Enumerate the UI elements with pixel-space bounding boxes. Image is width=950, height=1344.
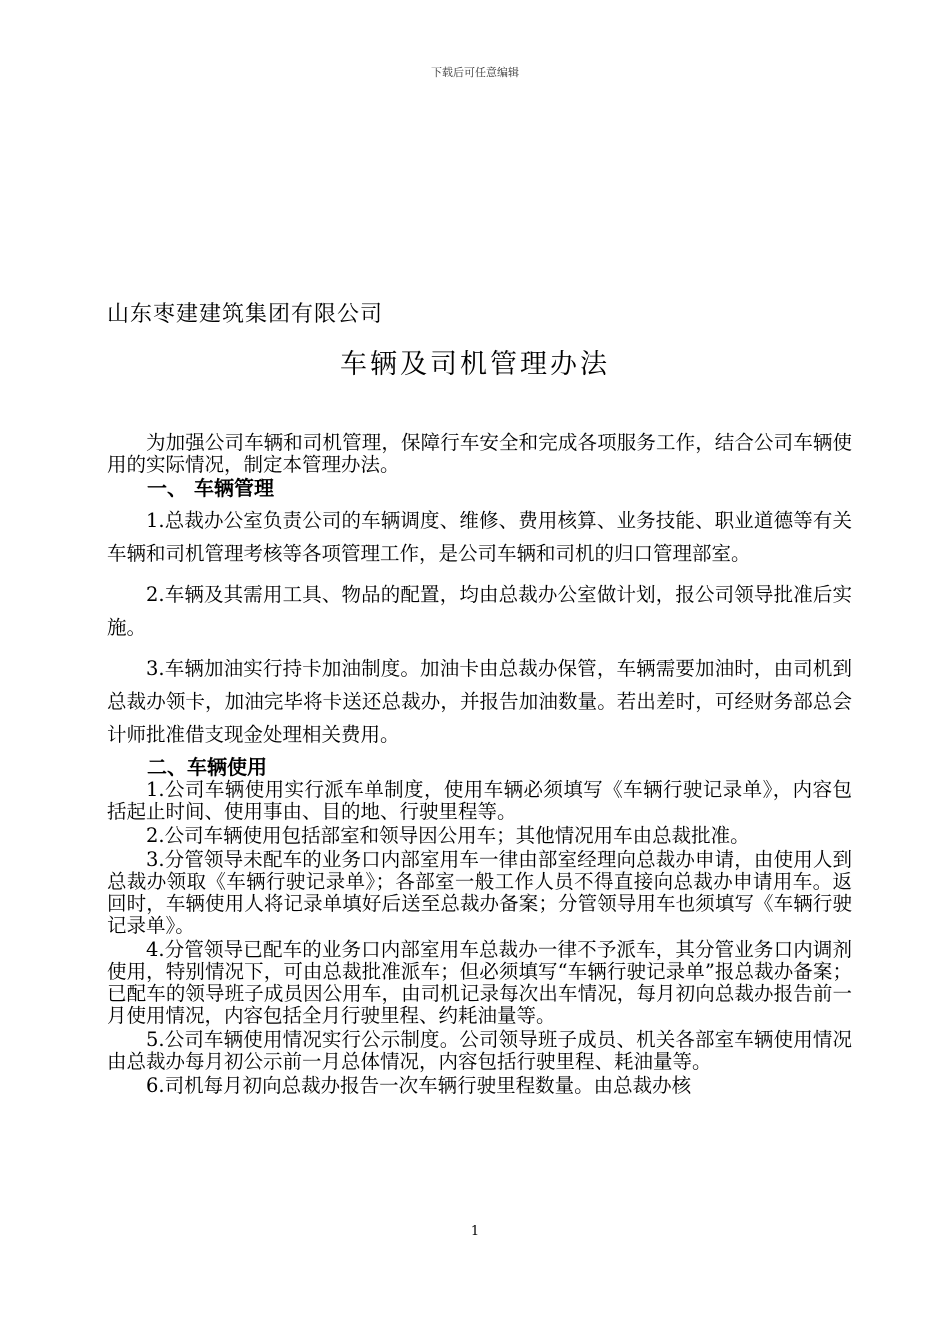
section-2-item-2: 2.公司车辆使用包括部室和领导因公用车；其他情况用车由总裁批准。	[146, 824, 750, 847]
section-1-item-3: 3.车辆加油实行持卡加油制度。加油卡由总裁办保管，车辆需要加油时，由司机到总裁办领卡，加油完毕将卡送还总裁办，并报告加油数量。若出差时，可经财务部总会计师批准借支现金处理相关费用。	[107, 657, 852, 746]
section-1-heading: 一、 车辆管理	[147, 476, 274, 500]
section-2-item-4: 4.分管领导已配车的业务口内部室用车总裁办一律不予派车，其分管业务口内调剂使用，特别情况下，可由总裁批准派车；但必须填写“车辆行驶记录单”报总裁办备案；已配车的领导班子成员因公用车，由司机记录每次出车情况，每月初向总裁办报告前一月使用情况，内容包括全月行驶里程、约耗油量等。	[107, 938, 852, 1027]
section-2-item-1: 1.公司车辆使用实行派车单制度，使用车辆必须填写《车辆行驶记录单》，内容包括起止时间、使用事由、目的地、行驶里程等。	[107, 778, 852, 823]
company-name: 山东枣建建筑集团有限公司	[107, 302, 384, 327]
document-title: 车辆及司机管理办法	[340, 349, 610, 380]
section-2-item-5: 5.公司车辆使用情况实行公示制度。公司领导班子成员、机关各部室车辆使用情况由总裁办每月初公示前一月总体情况，内容包括行驶里程、耗油量等。	[107, 1028, 852, 1073]
page-number: 1	[470, 1224, 480, 1239]
section-1-item-1: 1.总裁办公室负责公司的车辆调度、维修、费用核算、业务技能、职业道德等有关车辆和司机管理考核等各项管理工作，是公司车辆和司机的归口管理部室。	[107, 509, 852, 565]
section-1-item-2: 2.车辆及其需用工具、物品的配置，均由总裁办公室做计划，报公司领导批准后实施。	[107, 583, 852, 639]
section-2-heading: 二、车辆使用	[147, 755, 267, 779]
intro-paragraph: 为加强公司车辆和司机管理，保障行车安全和完成各项服务工作，结合公司车辆使用的实际情况，制定本管理办法。	[107, 431, 852, 476]
document-body	[107, 432, 852, 1097]
header-note: 下载后可任意编辑	[431, 66, 519, 79]
section-2-item-6: 6.司机每月初向总裁办报告一次车辆行驶里程数量。由总裁办核	[146, 1074, 692, 1097]
section-2-item-3: 3.分管领导未配车的业务口内部室用车一律由部室经理向总裁办申请，由使用人到总裁办领取《车辆行驶记录单》；各部室一般工作人员不得直接向总裁办申请用车。返回时，车辆使用人将记录单填好后送至总裁办备案；分管领导用车也须填写《车辆行驶记录单》。	[107, 848, 852, 937]
